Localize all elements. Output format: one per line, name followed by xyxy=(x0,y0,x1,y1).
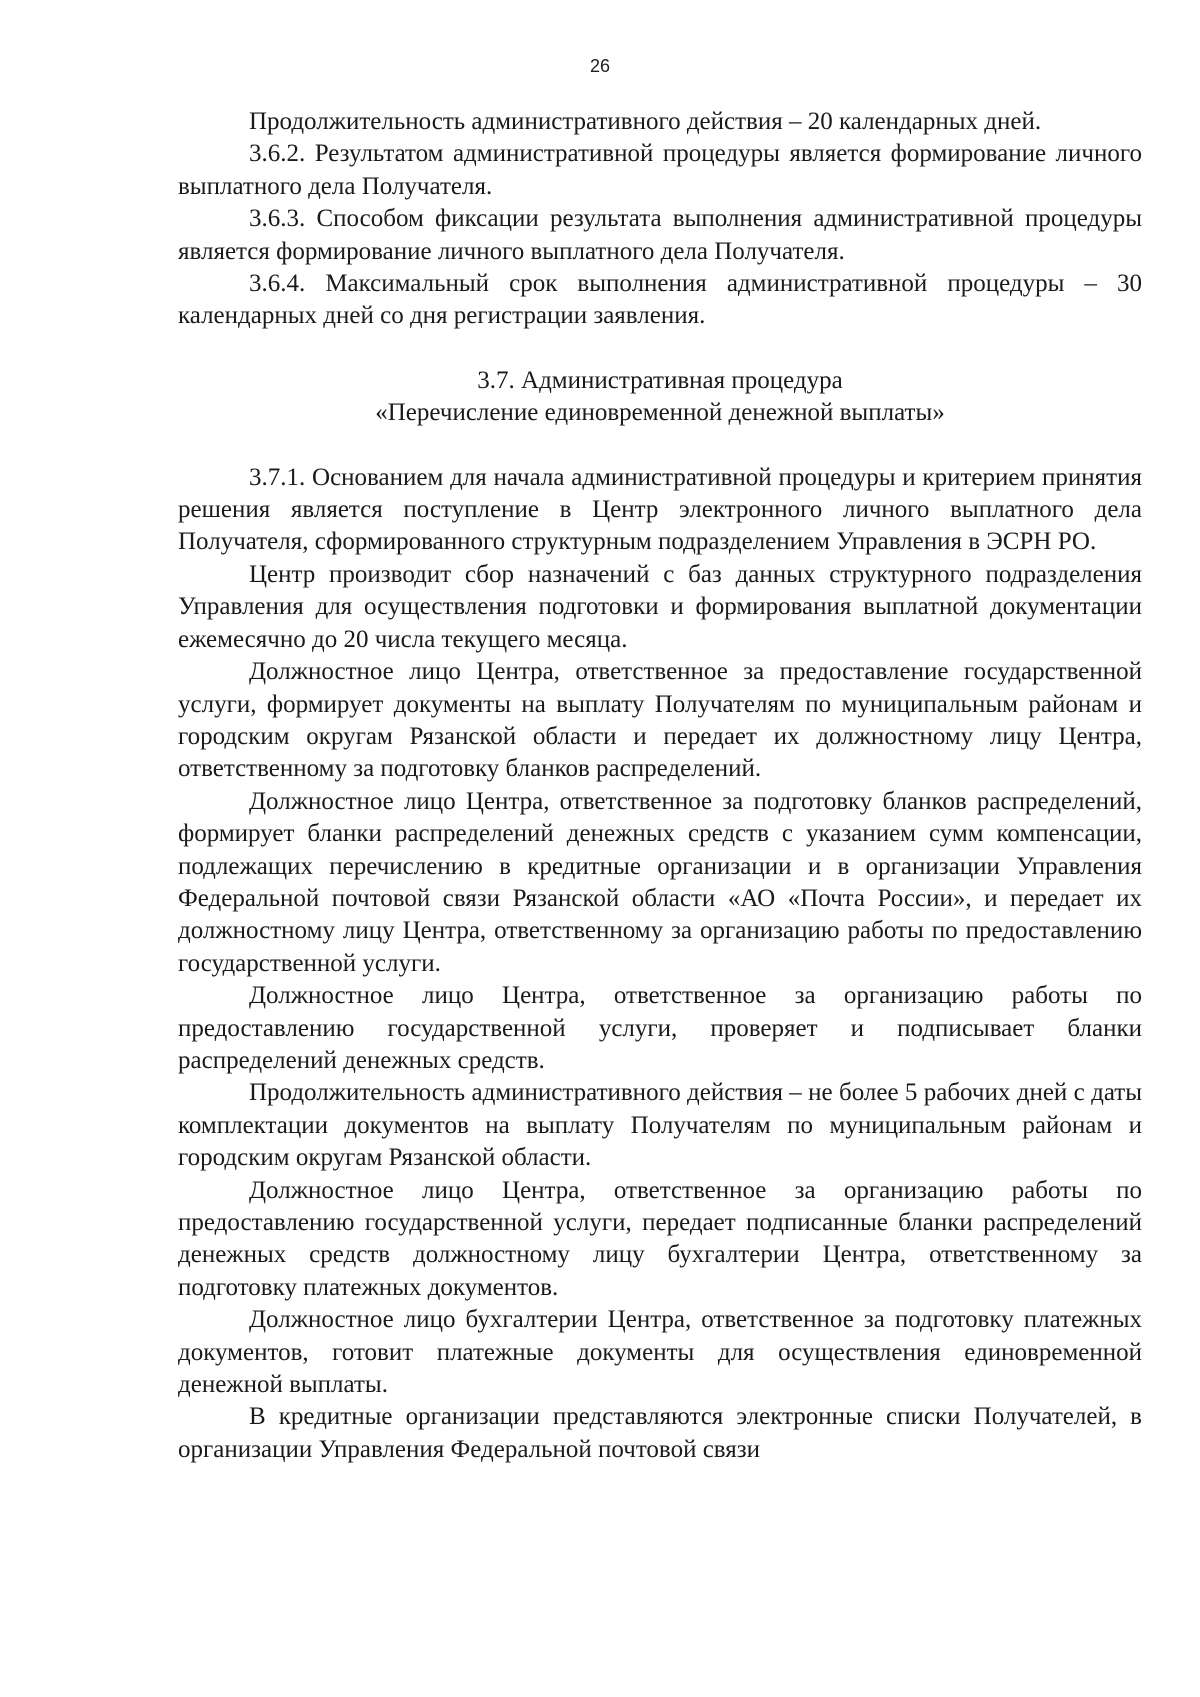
paragraph: Должностное лицо Центра, ответственное за организацию работы по предоставлению государственной услуги, проверяет и подписывает бланки распределений денежных средств. xyxy=(178,982,1142,1074)
paragraph: Центр производит сбор назначений с баз данных структурного подразделения Управления для осуществления подготовки и формирования выплатной документации ежемесячно до 20 числа текущего месяца. xyxy=(178,560,1142,653)
paragraph: В кредитные организации представляются электронные списки Получателей, в организации Управления Федеральной почтовой связи xyxy=(178,1403,1142,1463)
paragraph: 3.6.4. Максимальный срок выполнения административной процедуры – 30 календарных дней со дня регистрации заявления. xyxy=(178,270,1142,330)
paragraph: Продолжительность административного действия – не более 5 рабочих дней с даты комплектации документов на выплату Получателям по муниципальным районам и городским округам Рязанской области. xyxy=(178,1079,1142,1172)
document-body xyxy=(178,106,1142,1466)
section-heading-title: «Перечисление единовременной денежной выплаты» xyxy=(375,399,945,427)
paragraph: Должностное лицо Центра, ответственное за организацию работы по предоставлению государственной услуги, передает подписанные бланки распределений денежных средств должностному лицу бухгалтерии Центра, ответственному за подготовку платежных документов. xyxy=(178,1176,1142,1301)
paragraph: Продолжительность административного действия – 20 календарных дней. xyxy=(249,108,1042,135)
paragraph: Должностное лицо бухгалтерии Центра, ответственное за подготовку платежных документов, готовит платежные документы для осуществления единовременной денежной выплаты. xyxy=(178,1306,1142,1399)
paragraph: Должностное лицо Центра, ответственное за предоставление государственной услуги, формирует документы на выплату Получателям по муниципальным районам и городским округам Рязанской области и передает их должностному лицу Центра, ответственному за подготовку бланков распределений. xyxy=(178,658,1142,783)
page-number: 26 xyxy=(589,56,611,76)
section-heading-number: 3.7. Административная процедура xyxy=(477,366,843,394)
paragraph: 3.6.3. Способом фиксации результата выполнения административной процедуры является формирование личного выплатного дела Получателя. xyxy=(178,205,1142,265)
paragraph: 3.6.2. Результатом административной процедуры является формирование личного выплатного дела Получателя. xyxy=(178,140,1142,200)
paragraph: Должностное лицо Центра, ответственное за подготовку бланков распределений, формирует бланки распределений денежных средств с указанием сумм компенсации, подлежащих перечислению в кредитные организации и в организации Управления Федеральной почтовой связи Рязанской области «АО «Почта России», и передает их должностному лицу Центра, ответственному за организацию работы по предоставлению государственной услуги. xyxy=(178,787,1142,977)
paragraph: 3.7.1. Основанием для начала административной процедуры и критерием принятия решения является поступление в Центр электронного личного выплатного дела Получателя, сформированного структурным подразделением Управления в ЭСРН РО. xyxy=(178,463,1142,556)
section-heading xyxy=(178,365,1142,430)
